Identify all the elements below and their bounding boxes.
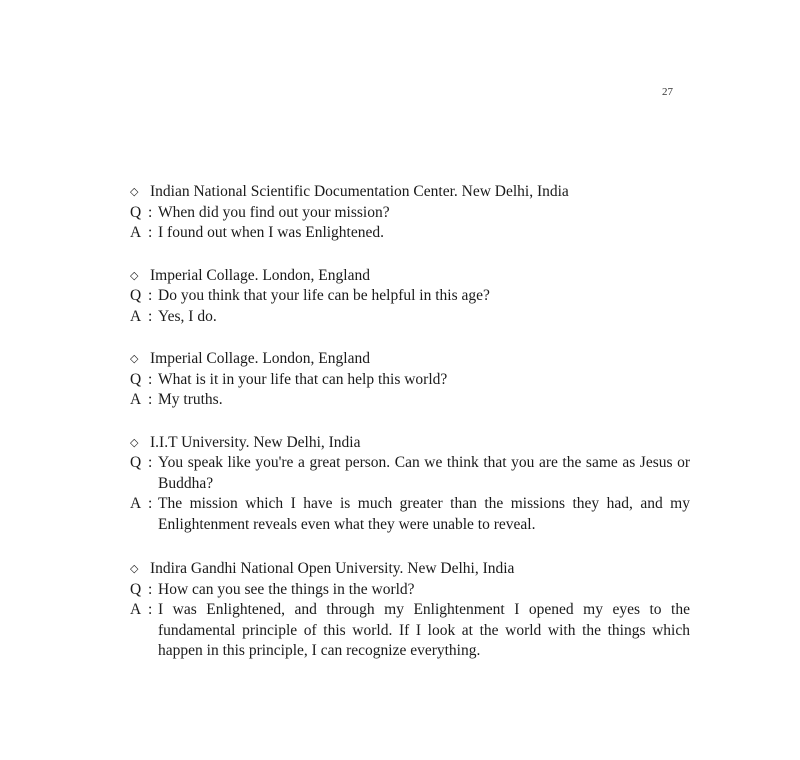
a-colon: : [148,391,153,408]
question-line [130,370,690,391]
question-text: How can you see the things in the world? [158,580,415,598]
answer-line [130,307,690,328]
question-text: You speak like you're a great person. Can we think that you are the same as Jesus or Buddha? [158,454,690,492]
entry-source [130,349,690,370]
a-label: A [130,495,142,512]
entry-source [130,559,690,580]
interview-content [130,182,690,684]
a-label: A [130,224,142,241]
question-line [130,286,690,307]
a-label: A [130,601,142,618]
question-line [130,580,690,601]
diamond-bullet-icon: ◇ [130,436,139,449]
source-text: I.I.T University. New Delhi, India [150,433,361,451]
diamond-bullet-icon: ◇ [130,563,139,575]
qa-entry [130,349,690,411]
page-number: 27 [662,86,673,98]
source-text: Imperial Collage. London, England [150,266,370,284]
q-label: Q [130,370,142,388]
source-text: Indian National Scientific Documentation Center. New Delhi, India [150,183,569,200]
question-line [130,453,690,494]
qa-entry [130,182,690,244]
qa-entry [130,266,690,328]
q-colon: : [148,203,153,221]
entry-source [130,182,690,203]
diamond-bullet-icon: ◇ [130,353,139,365]
answer-line [130,600,690,662]
a-colon: : [148,224,153,241]
q-label: Q [130,203,142,221]
answer-text: My truths. [158,391,223,408]
answer-line [130,494,690,535]
answer-text: Yes, I do. [158,307,217,325]
source-text: Indira Gandhi National Open University. New Delhi, India [150,560,515,577]
q-label: Q [130,454,142,471]
q-colon: : [148,370,153,388]
q-colon: : [148,454,153,471]
answer-line [130,390,690,411]
entry-source [130,433,690,454]
source-text: Imperial Collage. London, England [150,350,370,367]
a-label: A [130,307,142,325]
a-colon: : [148,495,153,512]
q-colon: : [148,287,153,304]
question-text: What is it in your life that can help this world? [158,370,448,388]
answer-text: I was Enlightened, and through my Enlightenment I opened my eyes to the fundamental principle of this world. If I look at the world with the things which happen in this principle, I can recognize everything. [158,601,690,659]
entry-source [130,266,690,287]
answer-line [130,223,690,244]
question-line [130,203,690,224]
q-label: Q [130,580,142,598]
qa-entry [130,559,690,662]
question-text: When did you find out your mission? [158,203,390,221]
question-text: Do you think that your life can be helpful in this age? [158,287,490,304]
q-colon: : [148,580,153,598]
diamond-bullet-icon: ◇ [130,186,139,198]
diamond-bullet-icon: ◇ [130,269,139,282]
qa-entry [130,433,690,536]
answer-text: The mission which I have is much greater than the missions they had, and my Enlightenment reveals even what they were unable to reveal. [158,495,690,533]
a-label: A [130,391,142,408]
answer-text: I found out when I was Enlightened. [158,224,384,241]
q-label: Q [130,287,142,304]
a-colon: : [148,601,153,618]
a-colon: : [148,307,153,325]
